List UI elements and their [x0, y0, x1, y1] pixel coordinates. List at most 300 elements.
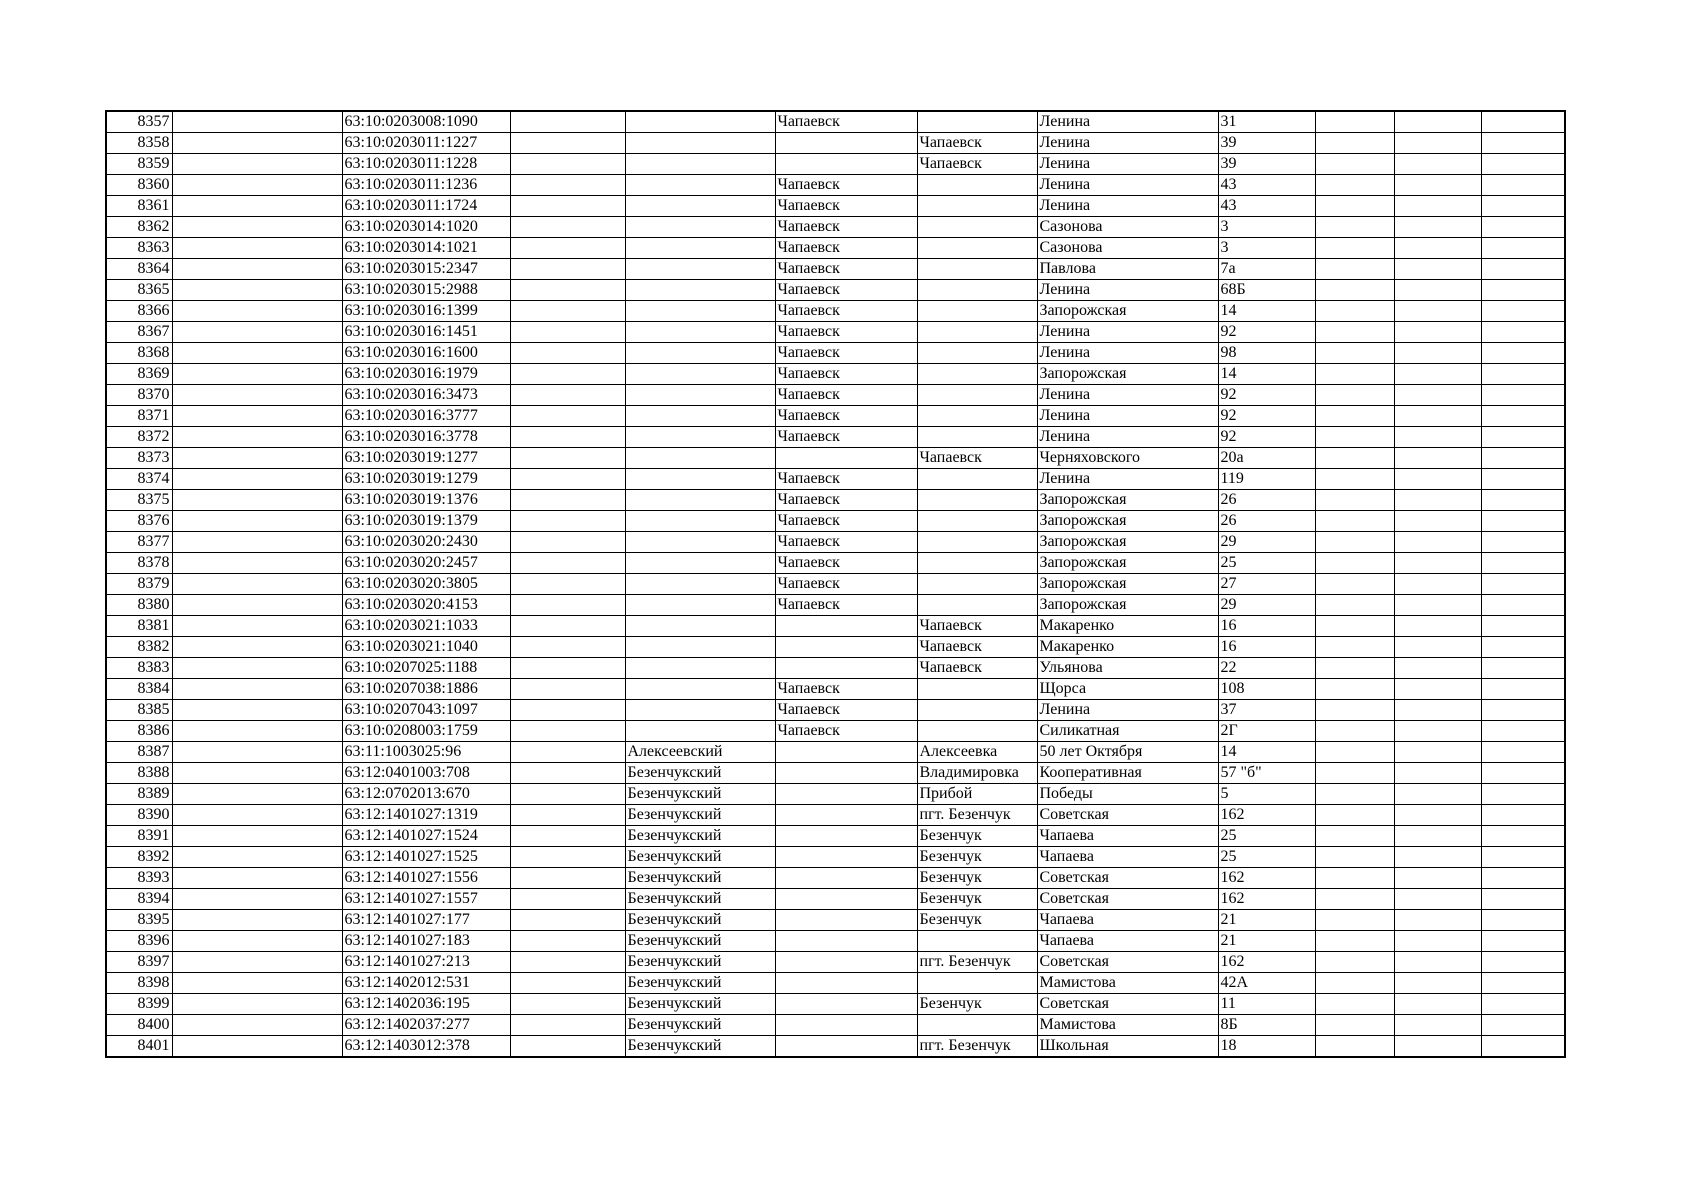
blank-cell-cell [172, 616, 342, 637]
street-cell: Запорожская [1037, 511, 1218, 532]
cadastral-number-cell: 63:10:0203015:2347 [342, 259, 510, 280]
table-row [106, 868, 1565, 889]
house-number-cell: 162 [1218, 952, 1315, 973]
cadastral-number-cell: 63:10:0203008:1090 [342, 111, 510, 133]
blank-cell-cell [1394, 490, 1481, 511]
table-row [106, 574, 1565, 595]
street-cell: 50 лет Октября [1037, 742, 1218, 763]
row-number-cell: 8364 [106, 259, 172, 280]
table-row [106, 259, 1565, 280]
district-cell [625, 637, 775, 658]
cadastral-number-cell: 63:12:1401027:177 [342, 910, 510, 931]
city-cell [775, 910, 917, 931]
row-number-cell: 8399 [106, 994, 172, 1015]
blank-cell-cell [1481, 679, 1565, 700]
street-cell: Макаренко [1037, 637, 1218, 658]
settlement-cell: Чапаевск [917, 154, 1037, 175]
row-number-cell: 8365 [106, 280, 172, 301]
city-cell [775, 784, 917, 805]
blank-cell-cell [1315, 742, 1394, 763]
blank-cell-cell [510, 133, 625, 154]
street-cell: Ленина [1037, 322, 1218, 343]
city-cell: Чапаевск [775, 700, 917, 721]
city-cell: Чапаевск [775, 196, 917, 217]
city-cell [775, 994, 917, 1015]
blank-cell-cell [172, 217, 342, 238]
table-row [106, 658, 1565, 679]
blank-cell-cell [172, 826, 342, 847]
street-cell: Советская [1037, 889, 1218, 910]
blank-cell-cell [510, 805, 625, 826]
table-row [106, 742, 1565, 763]
blank-cell-cell [510, 637, 625, 658]
district-cell [625, 175, 775, 196]
blank-cell-cell [1315, 301, 1394, 322]
district-cell [625, 658, 775, 679]
house-number-cell: 42А [1218, 973, 1315, 994]
city-cell: Чапаевск [775, 679, 917, 700]
settlement-cell [917, 931, 1037, 952]
blank-cell-cell [1315, 175, 1394, 196]
blank-cell-cell [1315, 784, 1394, 805]
house-number-cell: 92 [1218, 385, 1315, 406]
blank-cell-cell [1394, 196, 1481, 217]
cadastral-number-cell: 63:10:0203011:1228 [342, 154, 510, 175]
table-row [106, 994, 1565, 1015]
row-number-cell: 8400 [106, 1015, 172, 1036]
registry-table [105, 110, 1566, 1058]
table-row [106, 637, 1565, 658]
house-number-cell: 21 [1218, 931, 1315, 952]
blank-cell-cell [1394, 826, 1481, 847]
blank-cell-cell [510, 847, 625, 868]
blank-cell-cell [510, 448, 625, 469]
blank-cell-cell [172, 259, 342, 280]
cadastral-number-cell: 63:12:0702013:670 [342, 784, 510, 805]
table-row [106, 700, 1565, 721]
district-cell [625, 133, 775, 154]
blank-cell-cell [510, 616, 625, 637]
row-number-cell: 8386 [106, 721, 172, 742]
cadastral-number-cell: 63:10:0203020:2430 [342, 532, 510, 553]
settlement-cell: Безенчук [917, 994, 1037, 1015]
district-cell [625, 111, 775, 133]
cadastral-number-cell: 63:12:1401027:1525 [342, 847, 510, 868]
blank-cell-cell [172, 868, 342, 889]
blank-cell-cell [1481, 154, 1565, 175]
district-cell: Безенчукский [625, 805, 775, 826]
city-cell [775, 868, 917, 889]
city-cell: Чапаевск [775, 322, 917, 343]
settlement-cell [917, 532, 1037, 553]
blank-cell-cell [1394, 259, 1481, 280]
blank-cell-cell [1315, 406, 1394, 427]
blank-cell-cell [1481, 805, 1565, 826]
house-number-cell: 5 [1218, 784, 1315, 805]
settlement-cell [917, 406, 1037, 427]
street-cell: Ленина [1037, 700, 1218, 721]
street-cell: Ленина [1037, 133, 1218, 154]
blank-cell-cell [172, 490, 342, 511]
row-number-cell: 8363 [106, 238, 172, 259]
blank-cell-cell [172, 931, 342, 952]
house-number-cell: 108 [1218, 679, 1315, 700]
blank-cell-cell [1481, 111, 1565, 133]
city-cell: Чапаевск [775, 511, 917, 532]
blank-cell-cell [1481, 448, 1565, 469]
blank-cell-cell [510, 385, 625, 406]
blank-cell-cell [172, 154, 342, 175]
blank-cell-cell [510, 889, 625, 910]
blank-cell-cell [1394, 679, 1481, 700]
blank-cell-cell [1394, 553, 1481, 574]
blank-cell-cell [1481, 574, 1565, 595]
blank-cell-cell [1481, 658, 1565, 679]
settlement-cell: Чапаевск [917, 448, 1037, 469]
table-row [106, 805, 1565, 826]
city-cell: Чапаевск [775, 238, 917, 259]
blank-cell-cell [510, 238, 625, 259]
street-cell: Запорожская [1037, 574, 1218, 595]
blank-cell-cell [510, 364, 625, 385]
house-number-cell: 3 [1218, 217, 1315, 238]
district-cell: Безенчукский [625, 952, 775, 973]
blank-cell-cell [1481, 259, 1565, 280]
street-cell: Победы [1037, 784, 1218, 805]
table-row [106, 490, 1565, 511]
blank-cell-cell [1315, 595, 1394, 616]
table-row [106, 343, 1565, 364]
row-number-cell: 8358 [106, 133, 172, 154]
blank-cell-cell [1394, 154, 1481, 175]
blank-cell-cell [1481, 889, 1565, 910]
blank-cell-cell [510, 322, 625, 343]
house-number-cell: 57 "б" [1218, 763, 1315, 784]
blank-cell-cell [1394, 616, 1481, 637]
house-number-cell: 29 [1218, 532, 1315, 553]
blank-cell-cell [1315, 805, 1394, 826]
row-number-cell: 8371 [106, 406, 172, 427]
house-number-cell: 14 [1218, 301, 1315, 322]
district-cell [625, 595, 775, 616]
cadastral-number-cell: 63:10:0203021:1033 [342, 616, 510, 637]
district-cell [625, 721, 775, 742]
table-row [106, 973, 1565, 994]
table-row [106, 238, 1565, 259]
row-number-cell: 8360 [106, 175, 172, 196]
district-cell: Безенчукский [625, 763, 775, 784]
district-cell: Безенчукский [625, 994, 775, 1015]
house-number-cell: 37 [1218, 700, 1315, 721]
city-cell: Чапаевск [775, 469, 917, 490]
city-cell: Чапаевск [775, 280, 917, 301]
blank-cell-cell [172, 994, 342, 1015]
district-cell [625, 280, 775, 301]
blank-cell-cell [172, 721, 342, 742]
city-cell: Чапаевск [775, 343, 917, 364]
settlement-cell: Безенчук [917, 910, 1037, 931]
blank-cell-cell [1481, 637, 1565, 658]
blank-cell-cell [1481, 217, 1565, 238]
city-cell: Чапаевск [775, 532, 917, 553]
district-cell [625, 385, 775, 406]
house-number-cell: 29 [1218, 595, 1315, 616]
cadastral-number-cell: 63:10:0203011:1724 [342, 196, 510, 217]
cadastral-number-cell: 63:10:0203016:1979 [342, 364, 510, 385]
cadastral-number-cell: 63:12:1401027:1556 [342, 868, 510, 889]
blank-cell-cell [1481, 784, 1565, 805]
blank-cell-cell [172, 511, 342, 532]
settlement-cell [917, 490, 1037, 511]
house-number-cell: 18 [1218, 1036, 1315, 1058]
district-cell [625, 532, 775, 553]
blank-cell-cell [510, 784, 625, 805]
settlement-cell [917, 196, 1037, 217]
blank-cell-cell [172, 448, 342, 469]
street-cell: Ленина [1037, 196, 1218, 217]
blank-cell-cell [510, 868, 625, 889]
blank-cell-cell [1315, 133, 1394, 154]
house-number-cell: 27 [1218, 574, 1315, 595]
blank-cell-cell [1315, 973, 1394, 994]
table-row [106, 217, 1565, 238]
row-number-cell: 8398 [106, 973, 172, 994]
city-cell: Чапаевск [775, 427, 917, 448]
row-number-cell: 8377 [106, 532, 172, 553]
city-cell: Чапаевск [775, 406, 917, 427]
district-cell [625, 238, 775, 259]
blank-cell-cell [1394, 280, 1481, 301]
blank-cell-cell [1315, 889, 1394, 910]
blank-cell-cell [1481, 364, 1565, 385]
house-number-cell: 31 [1218, 111, 1315, 133]
blank-cell-cell [172, 574, 342, 595]
blank-cell-cell [172, 889, 342, 910]
city-cell [775, 889, 917, 910]
blank-cell-cell [1394, 301, 1481, 322]
settlement-cell [917, 217, 1037, 238]
blank-cell-cell [510, 574, 625, 595]
blank-cell-cell [172, 910, 342, 931]
blank-cell-cell [510, 427, 625, 448]
district-cell [625, 343, 775, 364]
cadastral-number-cell: 63:12:1402037:277 [342, 1015, 510, 1036]
street-cell: Макаренко [1037, 616, 1218, 637]
table-row [106, 427, 1565, 448]
blank-cell-cell [1394, 217, 1481, 238]
blank-cell-cell [172, 847, 342, 868]
blank-cell-cell [510, 553, 625, 574]
cadastral-number-cell: 63:12:1403012:378 [342, 1036, 510, 1058]
blank-cell-cell [1481, 175, 1565, 196]
street-cell: Советская [1037, 952, 1218, 973]
row-number-cell: 8390 [106, 805, 172, 826]
blank-cell-cell [510, 742, 625, 763]
blank-cell-cell [172, 784, 342, 805]
blank-cell-cell [1481, 931, 1565, 952]
blank-cell-cell [510, 511, 625, 532]
blank-cell-cell [1315, 574, 1394, 595]
street-cell: Кооперативная [1037, 763, 1218, 784]
blank-cell-cell [1481, 238, 1565, 259]
blank-cell-cell [1394, 637, 1481, 658]
house-number-cell: 14 [1218, 364, 1315, 385]
house-number-cell: 20а [1218, 448, 1315, 469]
blank-cell-cell [510, 406, 625, 427]
city-cell: Чапаевск [775, 490, 917, 511]
cadastral-number-cell: 63:12:1401027:1319 [342, 805, 510, 826]
blank-cell-cell [1394, 238, 1481, 259]
table-row [106, 322, 1565, 343]
house-number-cell: 14 [1218, 742, 1315, 763]
cadastral-number-cell: 63:10:0203015:2988 [342, 280, 510, 301]
city-cell [775, 763, 917, 784]
blank-cell-cell [172, 322, 342, 343]
house-number-cell: 92 [1218, 427, 1315, 448]
city-cell [775, 973, 917, 994]
blank-cell-cell [1315, 1015, 1394, 1036]
blank-cell-cell [1481, 910, 1565, 931]
district-cell: Безенчукский [625, 910, 775, 931]
street-cell: Черняховского [1037, 448, 1218, 469]
cadastral-number-cell: 63:10:0203021:1040 [342, 637, 510, 658]
blank-cell-cell [510, 994, 625, 1015]
blank-cell-cell [172, 427, 342, 448]
blank-cell-cell [1481, 322, 1565, 343]
blank-cell-cell [1394, 532, 1481, 553]
house-number-cell: 8Б [1218, 1015, 1315, 1036]
street-cell: Ленина [1037, 469, 1218, 490]
row-number-cell: 8370 [106, 385, 172, 406]
blank-cell-cell [1315, 658, 1394, 679]
house-number-cell: 39 [1218, 133, 1315, 154]
district-cell: Безенчукский [625, 847, 775, 868]
district-cell [625, 217, 775, 238]
cadastral-number-cell: 63:12:1402036:195 [342, 994, 510, 1015]
district-cell [625, 301, 775, 322]
table-row [106, 1015, 1565, 1036]
table-row [106, 721, 1565, 742]
blank-cell-cell [1481, 553, 1565, 574]
table-row [106, 111, 1565, 133]
city-cell [775, 133, 917, 154]
blank-cell-cell [1315, 700, 1394, 721]
blank-cell-cell [1394, 448, 1481, 469]
row-number-cell: 8391 [106, 826, 172, 847]
blank-cell-cell [510, 1036, 625, 1058]
settlement-cell [917, 511, 1037, 532]
blank-cell-cell [1481, 868, 1565, 889]
row-number-cell: 8401 [106, 1036, 172, 1058]
row-number-cell: 8393 [106, 868, 172, 889]
table-row [106, 910, 1565, 931]
blank-cell-cell [172, 280, 342, 301]
street-cell: Сазонова [1037, 217, 1218, 238]
table-row [106, 448, 1565, 469]
settlement-cell: пгт. Безенчук [917, 952, 1037, 973]
district-cell [625, 700, 775, 721]
blank-cell-cell [1315, 616, 1394, 637]
table-row [106, 385, 1565, 406]
blank-cell-cell [510, 952, 625, 973]
blank-cell-cell [1315, 280, 1394, 301]
cadastral-number-cell: 63:10:0203014:1021 [342, 238, 510, 259]
house-number-cell: 11 [1218, 994, 1315, 1015]
row-number-cell: 8379 [106, 574, 172, 595]
cadastral-number-cell: 63:10:0203016:3778 [342, 427, 510, 448]
blank-cell-cell [1315, 385, 1394, 406]
blank-cell-cell [1315, 931, 1394, 952]
settlement-cell [917, 111, 1037, 133]
district-cell: Безенчукский [625, 889, 775, 910]
table-row [106, 931, 1565, 952]
city-cell: Чапаевск [775, 301, 917, 322]
settlement-cell: пгт. Безенчук [917, 1036, 1037, 1058]
settlement-cell [917, 427, 1037, 448]
blank-cell-cell [172, 343, 342, 364]
blank-cell-cell [172, 763, 342, 784]
row-number-cell: 8384 [106, 679, 172, 700]
blank-cell-cell [1394, 742, 1481, 763]
street-cell: Чапаева [1037, 847, 1218, 868]
blank-cell-cell [1315, 448, 1394, 469]
cadastral-number-cell: 63:10:0203014:1020 [342, 217, 510, 238]
cadastral-number-cell: 63:10:0203019:1277 [342, 448, 510, 469]
blank-cell-cell [1315, 826, 1394, 847]
district-cell [625, 574, 775, 595]
district-cell: Безенчукский [625, 784, 775, 805]
blank-cell-cell [1394, 511, 1481, 532]
blank-cell-cell [1315, 154, 1394, 175]
blank-cell-cell [1481, 385, 1565, 406]
city-cell [775, 637, 917, 658]
row-number-cell: 8396 [106, 931, 172, 952]
street-cell: Щорса [1037, 679, 1218, 700]
cadastral-number-cell: 63:10:0203020:4153 [342, 595, 510, 616]
row-number-cell: 8376 [106, 511, 172, 532]
table-row [106, 511, 1565, 532]
blank-cell-cell [1394, 952, 1481, 973]
blank-cell-cell [172, 1015, 342, 1036]
settlement-cell [917, 259, 1037, 280]
blank-cell-cell [172, 553, 342, 574]
blank-cell-cell [1394, 847, 1481, 868]
city-cell: Чапаевск [775, 364, 917, 385]
house-number-cell: 22 [1218, 658, 1315, 679]
blank-cell-cell [172, 133, 342, 154]
city-cell: Чапаевск [775, 595, 917, 616]
street-cell: Школьная [1037, 1036, 1218, 1058]
cadastral-number-cell: 63:10:0207038:1886 [342, 679, 510, 700]
city-cell: Чапаевск [775, 553, 917, 574]
house-number-cell: 162 [1218, 805, 1315, 826]
district-cell [625, 427, 775, 448]
settlement-cell: Безенчук [917, 889, 1037, 910]
street-cell: Запорожская [1037, 553, 1218, 574]
blank-cell-cell [1394, 364, 1481, 385]
house-number-cell: 3 [1218, 238, 1315, 259]
city-cell: Чапаевск [775, 259, 917, 280]
table-row [106, 595, 1565, 616]
street-cell: Запорожская [1037, 301, 1218, 322]
blank-cell-cell [510, 154, 625, 175]
blank-cell-cell [510, 595, 625, 616]
blank-cell-cell [1315, 1036, 1394, 1058]
district-cell [625, 406, 775, 427]
table-row [106, 952, 1565, 973]
row-number-cell: 8388 [106, 763, 172, 784]
blank-cell-cell [510, 490, 625, 511]
